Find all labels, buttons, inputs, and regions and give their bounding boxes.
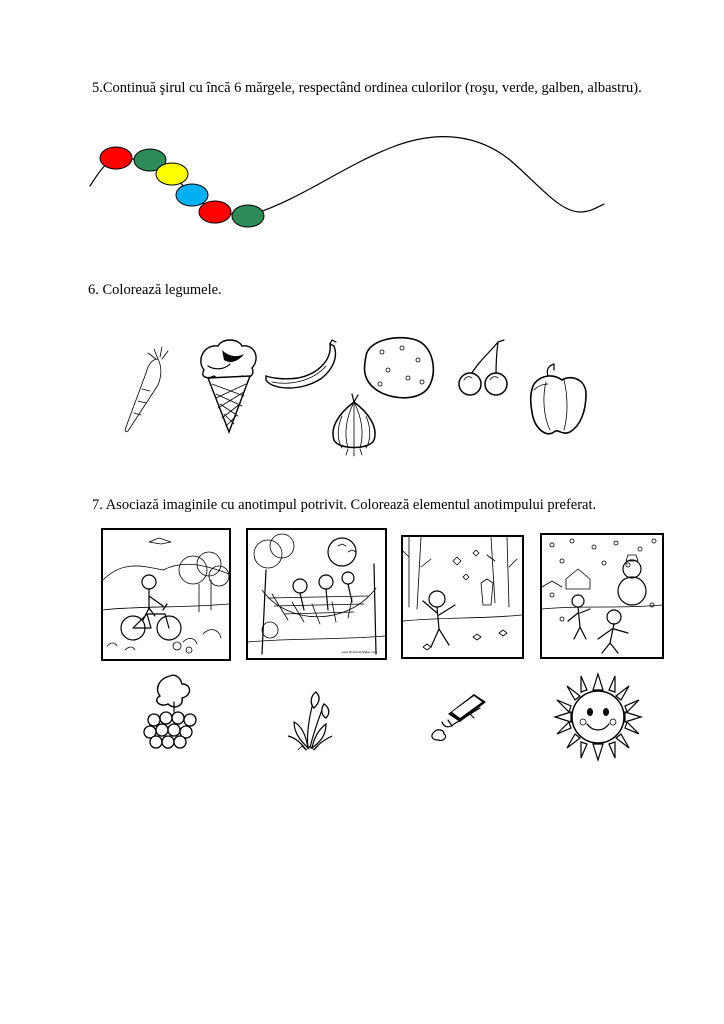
grapes-icon	[140, 672, 210, 752]
hammock-scene-drawing	[248, 530, 385, 658]
sled-icon	[430, 688, 490, 748]
cherries-icon	[456, 338, 516, 408]
snowdrop-icon	[280, 672, 340, 752]
winter-snow-scene[interactable]	[540, 533, 664, 659]
winter-scene-drawing	[542, 535, 662, 657]
summer-hammock-scene[interactable]	[246, 528, 387, 660]
banana-icon	[262, 340, 342, 400]
ice-cream-icon	[194, 336, 264, 436]
bead-yellow	[156, 163, 188, 185]
bead-green	[232, 205, 264, 227]
onion-icon	[324, 392, 384, 462]
exercise-5-instruction: 5.Continuă şirul cu încă 6 mărgele, respectând ordinea culorilor (roşu, verde, galben, albastru).	[92, 80, 642, 96]
bead-blue	[176, 184, 208, 206]
bead-red	[100, 147, 132, 169]
exercise-7-instruction: 7. Asociază imaginile cu anotimpul potrivit. Colorează elementul anotimpului preferat.	[92, 497, 597, 513]
exercise-6-instruction: 6. Colorează legumele.	[88, 282, 222, 298]
autumn-scene-drawing	[403, 537, 522, 657]
watermark: www.MyActivityMaker.com	[341, 650, 377, 654]
sun-icon	[553, 672, 643, 762]
carrot-icon	[118, 345, 178, 435]
bead-red	[199, 201, 231, 223]
beads	[0, 0, 724, 260]
bike-scene-drawing	[103, 530, 229, 659]
autumn-leaves-scene[interactable]	[401, 535, 524, 659]
spring-bike-scene[interactable]	[101, 528, 231, 661]
bell-pepper-icon	[524, 362, 594, 442]
